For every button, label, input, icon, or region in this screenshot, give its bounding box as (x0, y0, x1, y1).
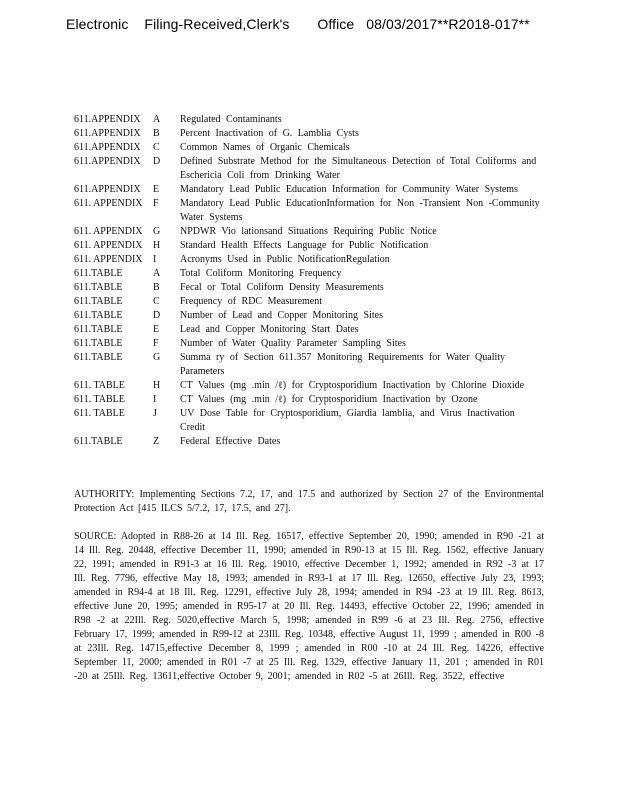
toc-description: CT Values (mg .min /ℓ) for Cryptosporidium Inactivation by Chlorine Dioxide (180, 380, 525, 391)
toc-letter: B (153, 282, 160, 293)
toc-letter: C (153, 296, 160, 307)
toc-row (74, 127, 544, 141)
toc-row (74, 337, 544, 351)
toc-row (74, 435, 544, 449)
toc-section-number: 611.APPENDIX (74, 114, 141, 125)
toc-description: Federal Effective Dates (180, 436, 281, 447)
table-of-contents (74, 113, 544, 449)
toc-section-number: 611.APPENDIX (74, 128, 141, 139)
toc-description: Total Coliform Monitoring Frequency (180, 268, 342, 279)
toc-section-number: 611.TABLE (74, 338, 123, 349)
toc-description: Defined Substrate Method for the Simultaneous Detection of Total Coliforms and Eschericia Coli from Drinking Water (180, 156, 537, 181)
toc-description: Lead and Copper Monitoring Start Dates (180, 324, 359, 335)
toc-letter: I (153, 254, 157, 265)
toc-row (74, 309, 544, 323)
toc-letter: E (153, 184, 160, 195)
toc-section-number: 611.TABLE (74, 324, 123, 335)
toc-row (74, 239, 544, 253)
toc-description: UV Dose Table for Cryptosporidium, Giardia lamblia, and Virus Inactivation Credit (180, 408, 515, 433)
toc-row (74, 113, 544, 127)
toc-section-number: 611.TABLE (74, 268, 123, 279)
source-paragraph: SOURCE: Adopted in R88-26 at 14 Ill. Reg. 16517, effective September 20, 1990; amended in R90 -21 at 14 Ill. Reg. 20448, effective December 11, 1990; amended in R90-13 at 15 Ill. Reg. 1562, effective January 22, 1991; amended in R91-3 at 16 Ill. Reg. 19010, effective December 1, 1992; amended in R92 -3 at 17 Ill. Reg. 7796, effective May 18, 1993; amended in R93-1 at 17 Ill. Reg. 12650, effective July 23, 1993; amended in R94-4 at 18 Ill. Reg. 12291, effective July 28, 1994; amended in R94 -23 at 19 Ill. Reg. 8613, effective June 20, 1995; amended in R95-17 at 20 Ill. Reg. 14493, effective October 22, 1996; amended in R98 -2 at 22Ill. Reg. 5020,effective March 5, 1998; amended in R99 -6 at 23 Ill. Reg. 2756, effective February 17, 1999; amended in R99-12 at 23Ill. Reg. 10348, effective August 11, 1999 ; amended in R00 -8 at 23Ill. Reg. 14715,effective December 8, 1999 ; amended in R00 -10 at 24 Ill. Reg. 14226, effective September 11, 2000; amended in R01 -7 at 25 Ill. Reg. 1329, effective January 11, 201 ; amended in R01 -20 at 25Ill. Reg. 13611,effective October 9, 2001; amended in R02 -5 at 26Ill. Reg. 3522, effective (74, 531, 544, 682)
toc-section-number: 611.TABLE (74, 310, 123, 321)
toc-section-number: 611.TABLE (74, 282, 123, 293)
toc-section-number: 611. TABLE (74, 394, 125, 405)
toc-description: CT Values (mg .min /ℓ) for Cryptosporidium Inactivation by Ozone (180, 394, 478, 405)
toc-description: Percent Inactivation of G. Lamblia Cysts (180, 128, 359, 139)
toc-row (74, 197, 544, 225)
toc-letter: I (153, 394, 157, 405)
toc-letter: F (153, 198, 159, 209)
toc-section-number: 611.APPENDIX (74, 184, 141, 195)
toc-section-number: 611.APPENDIX (74, 142, 141, 153)
toc-letter: G (153, 352, 161, 363)
toc-section-number: 611. APPENDIX (74, 198, 143, 209)
toc-row (74, 351, 544, 379)
toc-section-number: 611.TABLE (74, 296, 123, 307)
toc-description: Summa ry of Section 611.357 Monitoring Requirements for Water Quality Parameters (180, 352, 506, 377)
toc-row (74, 379, 544, 393)
toc-section-number: 611. TABLE (74, 380, 125, 391)
toc-row (74, 155, 544, 183)
toc-description: Mandatory Lead Public EducationInformation for Non -Transient Non -Community Water Systems (180, 198, 540, 223)
toc-letter: A (153, 268, 161, 279)
toc-letter: E (153, 324, 160, 335)
toc-letter: H (153, 240, 161, 251)
toc-letter: H (153, 380, 161, 391)
toc-letter: B (153, 128, 160, 139)
toc-letter: G (153, 226, 161, 237)
toc-description: Standard Health Effects Language for Public Notification (180, 240, 429, 251)
toc-section-number: 611.APPENDIX (74, 156, 141, 167)
authority-paragraph: AUTHORITY: Implementing Sections 7.2, 17, and 17.5 and authorized by Section 27 of the Environmental Protection Act [415 ILCS 5/7.2, 17, 17.5, and 27]. (74, 489, 544, 514)
toc-description: Number of Water Quality Parameter Sampling Sites (180, 338, 406, 349)
toc-letter: J (153, 408, 157, 419)
toc-letter: D (153, 310, 161, 321)
toc-description: Mandatory Lead Public Education Information for Community Water Systems (180, 184, 518, 195)
toc-description: Regulated Contaminants (180, 114, 282, 125)
toc-section-number: 611. APPENDIX (74, 240, 143, 251)
toc-letter: C (153, 142, 160, 153)
toc-row (74, 407, 544, 435)
toc-description: Fecal or Total Coliform Density Measurements (180, 282, 384, 293)
toc-letter: Z (153, 436, 160, 447)
toc-letter: A (153, 114, 161, 125)
toc-row (74, 253, 544, 267)
toc-row (74, 281, 544, 295)
toc-row (74, 141, 544, 155)
toc-row (74, 323, 544, 337)
toc-description: Acronyms Used in Public NotificationRegulation (180, 254, 390, 265)
toc-row (74, 295, 544, 309)
toc-section-number: 611.TABLE (74, 436, 123, 447)
toc-row (74, 225, 544, 239)
toc-section-number: 611.TABLE (74, 352, 123, 363)
toc-description: NPDWR Vio lationsand Situations Requiring Public Notice (180, 226, 437, 237)
toc-description: Frequency of RDC Measurement (180, 296, 323, 307)
toc-row (74, 183, 544, 197)
toc-letter: D (153, 156, 161, 167)
toc-description: Common Names of Organic Chemicals (180, 142, 350, 153)
toc-letter: F (153, 338, 159, 349)
toc-section-number: 611. APPENDIX (74, 226, 143, 237)
toc-description: Number of Lead and Copper Monitoring Sites (180, 310, 383, 321)
toc-section-number: 611. TABLE (74, 408, 125, 419)
toc-row (74, 393, 544, 407)
filing-stamp-header: Electronic Filing-Received,Clerk's Office 08/03/2017**R2018-017** (66, 16, 530, 32)
toc-row (74, 267, 544, 281)
toc-section-number: 611. APPENDIX (74, 254, 143, 265)
